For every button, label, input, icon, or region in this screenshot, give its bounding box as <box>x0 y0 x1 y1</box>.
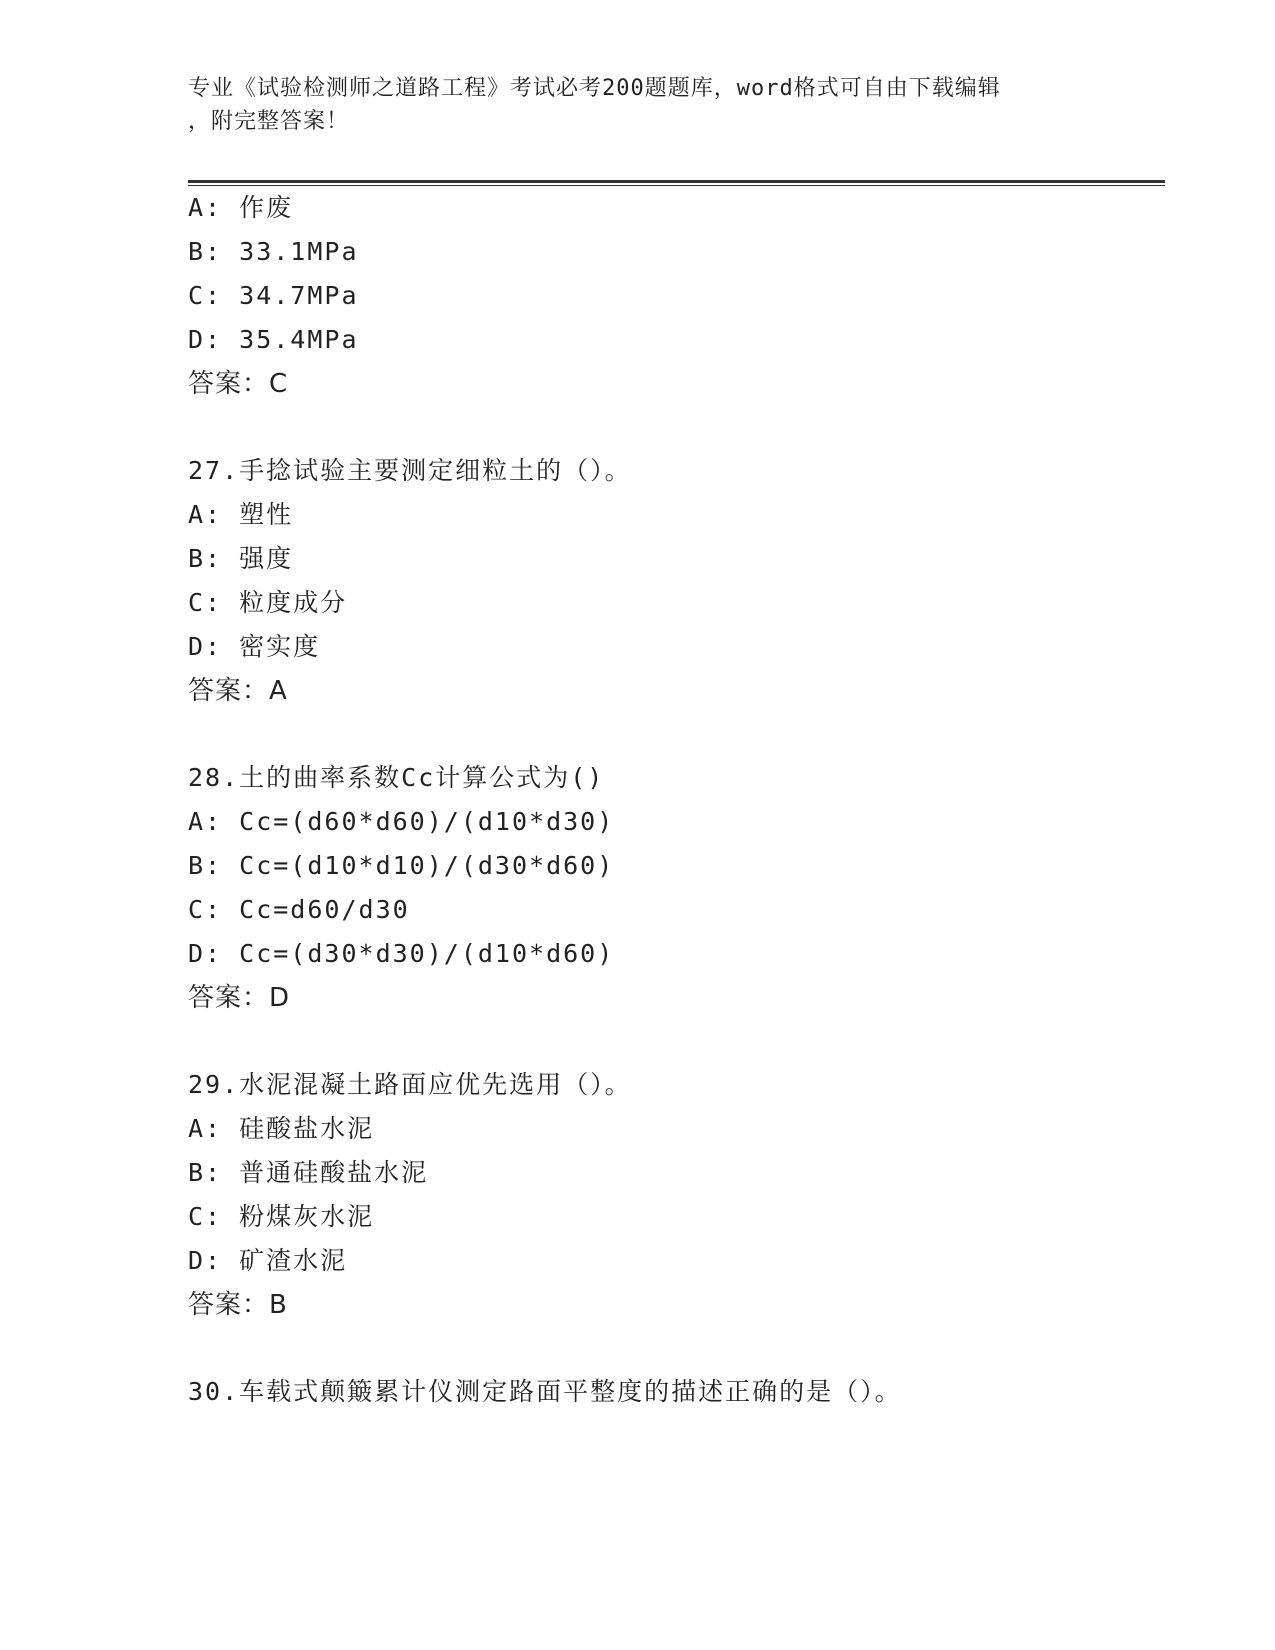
q28-option-a: A: Cc=(d60*d60)/(d10*d30) <box>188 807 615 836</box>
q28-option-b: B: Cc=(d10*d10)/(d30*d60) <box>188 851 615 880</box>
q27-option-a: A: 塑性 <box>188 500 294 529</box>
q28-option-d: D: Cc=(d30*d30)/(d10*d60) <box>188 939 615 968</box>
q29-option-a: A: 硅酸盐水泥 <box>188 1114 375 1143</box>
q28-answer: 答案：D <box>188 983 291 1013</box>
q29-question: 29.水泥混凝土路面应优先选用（）。 <box>188 1070 632 1099</box>
document-header <box>188 72 1078 138</box>
q27-option-b: B: 强度 <box>188 544 294 573</box>
q26-answer: 答案：C <box>188 369 289 399</box>
header-divider-thick <box>188 180 1165 183</box>
q30-question: 30.车载式颠簸累计仪测定路面平整度的描述正确的是（）。 <box>188 1377 902 1406</box>
q27-option-c: C: 粒度成分 <box>188 588 348 617</box>
q26-option-a: A: 作废 <box>188 193 294 222</box>
q27-question: 27.手捻试验主要测定细粒土的（）。 <box>188 456 632 485</box>
q28-option-c: C: Cc=d60/d30 <box>188 895 410 924</box>
q27-option-d: D: 密实度 <box>188 632 321 661</box>
q26-option-c: C: 34.7MPa <box>188 281 359 310</box>
q29-option-b: B: 普通硅酸盐水泥 <box>188 1158 429 1187</box>
q27-answer: 答案：A <box>188 676 288 706</box>
header-line-1: 专业《试验检测师之道路工程》考试必考200题题库，word格式可自由下载编辑 <box>188 76 1001 101</box>
q29-answer: 答案：B <box>188 1290 288 1320</box>
header-line-2: ，附完整答案！ <box>188 109 350 134</box>
q28-question: 28.土的曲率系数Cc计算公式为() <box>188 763 605 792</box>
q29-option-c: C: 粉煤灰水泥 <box>188 1202 375 1231</box>
header-divider-thin <box>188 185 1165 186</box>
q26-option-b: B: 33.1MPa <box>188 237 359 266</box>
q29-option-d: D: 矿渣水泥 <box>188 1246 348 1275</box>
q26-option-d: D: 35.4MPa <box>188 325 359 354</box>
